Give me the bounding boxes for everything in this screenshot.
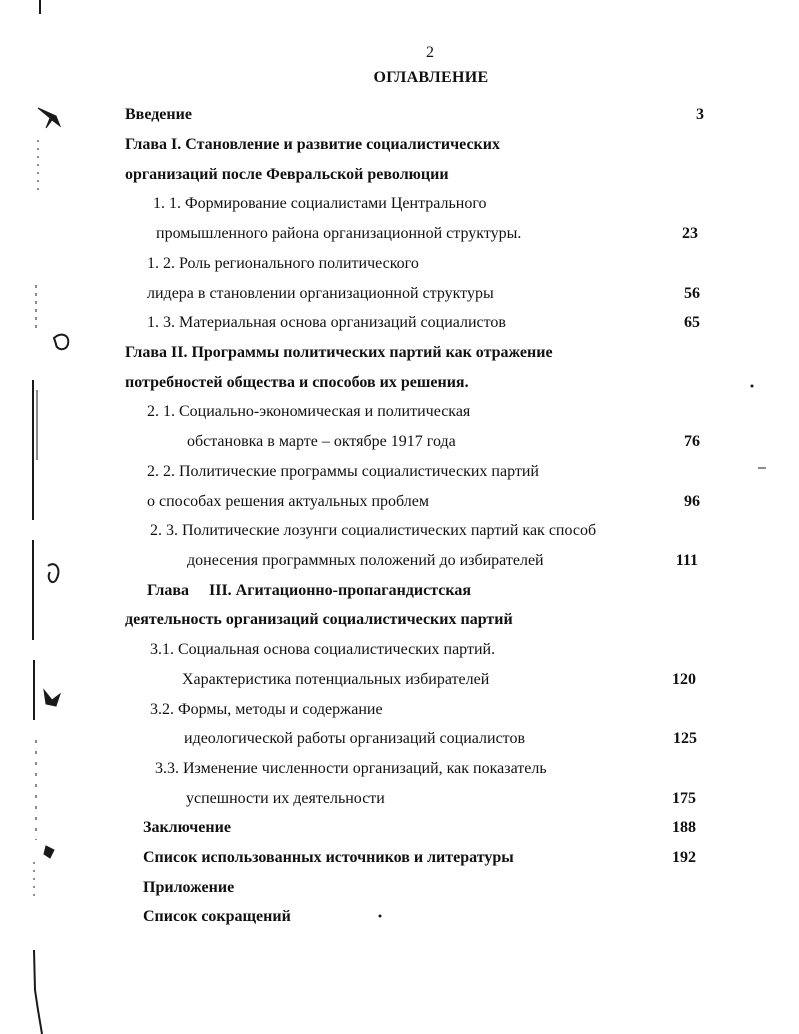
- toc-page-sources: 192: [672, 849, 696, 866]
- toc-section-3-2-line-1: 3.2. Формы, методы и содержание: [150, 701, 383, 718]
- toc-section-2-3-line-2: донесения программных положений до избирателей: [187, 552, 544, 569]
- toc-section-1-2-line-2: лидера в становлении организационной структуры: [147, 285, 494, 302]
- toc-chapter-3-line-2: деятельность организаций социалистических партий: [125, 611, 513, 628]
- page-title: ОГЛАВЛЕНИЕ: [373, 69, 489, 86]
- toc-section-3-1-line-2: Характеристика потенциальных избирателей: [182, 671, 490, 688]
- toc-section-2-2-line-1: 2. 2. Политические программы социалистических партий: [147, 463, 539, 480]
- toc-entry-sources: Список использованных источников и литературы: [143, 849, 514, 866]
- toc-page-introduction: 3: [696, 106, 704, 123]
- toc-page-section-3-2: 125: [673, 730, 697, 747]
- toc-page-section-1-3: 65: [684, 314, 700, 331]
- toc-section-3-3-line-1: 3.3. Изменение численности организаций, как показатель: [155, 760, 547, 777]
- toc-page-section-3-1: 120: [672, 671, 696, 688]
- toc-section-1-1-line-2: промышленного района организационной структуры.: [156, 225, 522, 242]
- toc-section-3-3-line-2: успешности их деятельности: [186, 790, 385, 807]
- toc-page-conclusion: 188: [672, 819, 696, 836]
- scan-mark: [44, 690, 60, 706]
- scan-mark: [379, 915, 381, 917]
- toc-chapter-2-line-2: потребностей общества и способов их решения.: [125, 374, 469, 391]
- scan-mark: [751, 385, 753, 387]
- toc-chapter-1-line-1: Глава I. Становление и развитие социалистических: [125, 136, 500, 153]
- toc-section-2-3-line-1: 2. 3. Политические лозунги социалистических партий как способ: [150, 522, 597, 539]
- toc-page-section-2-1: 76: [684, 433, 700, 450]
- toc-section-1-2-line-1: 1. 2. Роль регионального политического: [147, 255, 419, 272]
- toc-section-3-2-line-2: идеологической работы организаций социалистов: [184, 730, 525, 747]
- toc-page-section-2-2: 96: [684, 493, 700, 510]
- toc-section-2-1-line-1: 2. 1. Социально-экономическая и политическая: [147, 403, 471, 420]
- toc-entry-introduction: Введение: [125, 106, 192, 123]
- toc-chapter-2-line-1: Глава II. Программы политических партий как отражение: [125, 344, 553, 361]
- toc-entry-abbreviations: Список сокращений: [143, 908, 291, 925]
- toc-section-1-1-line-1: 1. 1. Формирование социалистами Центрального: [153, 195, 487, 212]
- toc-entry-appendix: Приложение: [143, 879, 235, 896]
- scan-mark: [48, 564, 58, 582]
- toc-section-2-2-line-2: о способах решения актуальных проблем: [147, 493, 429, 510]
- scan-mark: [44, 846, 54, 858]
- toc-page-section-3-3: 175: [672, 790, 696, 807]
- scan-mark: [34, 950, 42, 1034]
- toc-page-section-1-2: 56: [684, 285, 700, 302]
- toc-page-section-2-3: 111: [675, 552, 698, 569]
- scan-mark: [54, 335, 68, 350]
- toc-page-section-1-1: 23: [682, 225, 698, 242]
- toc-chapter-3-line-1: Глава III. Агитационно-пропагандистская: [147, 582, 471, 599]
- toc-section-2-1-line-2: обстановка в марте – октябре 1917 года: [187, 433, 456, 450]
- toc-section-3-1-line-1: 3.1. Социальная основа социалистических партий.: [150, 641, 496, 658]
- toc-entry-conclusion: Заключение: [143, 819, 231, 836]
- toc-section-1-3-line-1: 1. 3. Материальная основа организаций социалистов: [147, 314, 506, 331]
- page-number: 2: [426, 44, 434, 61]
- scan-mark: [38, 108, 60, 128]
- toc-chapter-1-line-2: организаций после Февральской революции: [125, 166, 449, 183]
